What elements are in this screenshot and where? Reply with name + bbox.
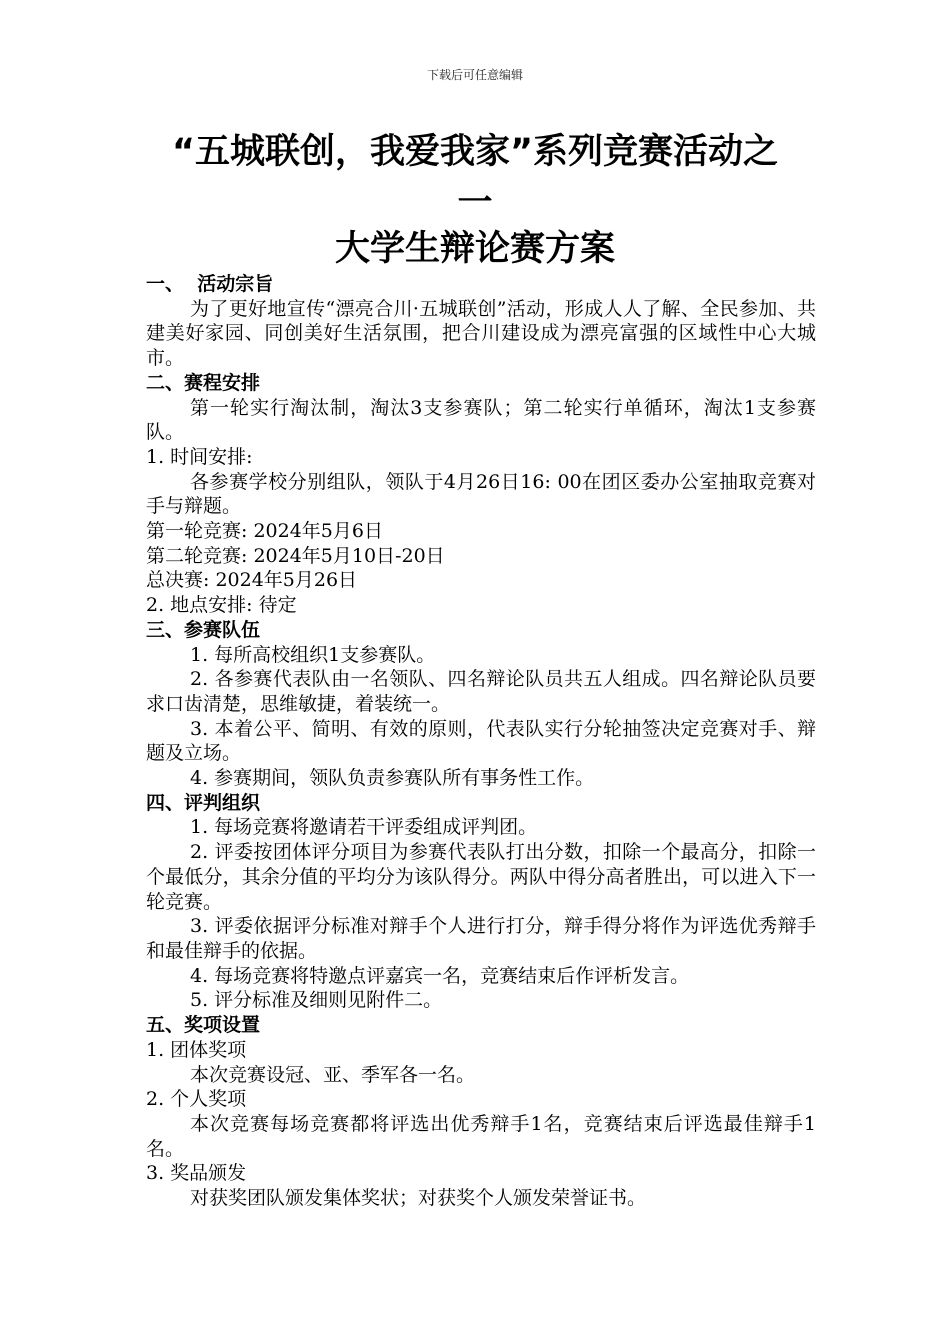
section-paragraph: 第一轮实行淘汰制，淘汰3支参赛队；第二轮实行单循环，淘汰1支参赛队。 — [146, 396, 816, 444]
section-paragraph: 1. 每所高校组织1支参赛队。 — [190, 643, 436, 666]
document-title-line-1: “五城联创，我爱我家”系列竞赛活动之 — [171, 132, 778, 172]
section-paragraph: 4. 参赛期间，领队负责参赛队所有事务性工作。 — [190, 767, 595, 790]
schedule-final: 总决赛: 2024年5月26日 — [146, 569, 358, 592]
section-heading-purpose: 一、 活动宗旨 — [146, 273, 274, 295]
list-item: 3. 奖品颁发 — [146, 1162, 247, 1185]
section-paragraph: 4. 每场竞赛将特邀点评嘉宾一名，竞赛结束后作评析发言。 — [190, 964, 690, 987]
schedule-round-2: 第二轮竞赛: 2024年5月10日-20日 — [146, 544, 445, 567]
section-paragraph: 3. 评委依据评分标准对辩手个人进行打分，辩手得分将作为评选优秀辩手和最佳辩手的依据。 — [146, 915, 816, 962]
list-item: 2. 地点安排: 待定 — [146, 594, 297, 617]
list-item: 1. 团体奖项 — [146, 1038, 247, 1061]
section-paragraph: 1. 每场竞赛将邀请若干评委组成评判团。 — [190, 816, 538, 839]
section-paragraph: 5. 评分标准及细则见附件二。 — [190, 989, 443, 1012]
list-item: 2. 个人奖项 — [146, 1088, 247, 1111]
schedule-round-1: 第一轮竞赛: 2024年5月6日 — [146, 520, 383, 543]
section-heading-schedule: 二、赛程安排 — [146, 371, 261, 394]
page-header-note: 下载后可任意编辑 — [426, 68, 523, 82]
section-paragraph: 2. 评委按团体评分项目为参赛代表队打出分数，扣除一个最高分，扣除一个最低分，其余分值的平均分为该队得分。两队中得分高者胜出，可以进入下一轮竞赛。 — [146, 841, 816, 913]
section-paragraph: 3. 本着公平、简明、有效的原则，代表队实行分轮抽签决定竞赛对手、辩题及立场。 — [146, 717, 816, 765]
section-paragraph: 各参赛学校分别组队，领队于4月26日16: 00在团区委办公室抽取竞赛对手与辩题。 — [146, 470, 816, 518]
section-heading-awards: 五、奖项设置 — [146, 1014, 261, 1037]
document-title-line-3: 大学生辩论赛方案 — [334, 229, 615, 269]
section-paragraph: 对获奖团队颁发集体奖状；对获奖个人颁发荣誉证书。 — [190, 1187, 647, 1210]
document-body — [146, 272, 816, 1211]
section-paragraph: 本次竞赛设冠、亚、季军各一名。 — [190, 1063, 476, 1086]
section-heading-teams: 三、参赛队伍 — [146, 618, 261, 641]
section-heading-judging: 四、评判组织 — [146, 791, 261, 814]
list-item: 1. 时间安排: — [146, 445, 253, 468]
document-title-line-2: 一 — [457, 183, 493, 223]
section-paragraph: 本次竞赛每场竞赛都将评选出优秀辩手1名，竞赛结束后评选最佳辩手1名。 — [146, 1112, 816, 1160]
section-paragraph: 2. 各参赛代表队由一名领队、四名辩论队员共五人组成。四名辩论队员要求口齿清楚，思维敏捷，着装统一。 — [146, 668, 816, 715]
section-paragraph: 为了更好地宣传“漂亮合川·五城联创”活动，形成人人了解、全民参加、共建美好家园、同创美好生活氛围，把合川建设成为漂亮富强的区域性中心大城市。 — [146, 297, 816, 370]
